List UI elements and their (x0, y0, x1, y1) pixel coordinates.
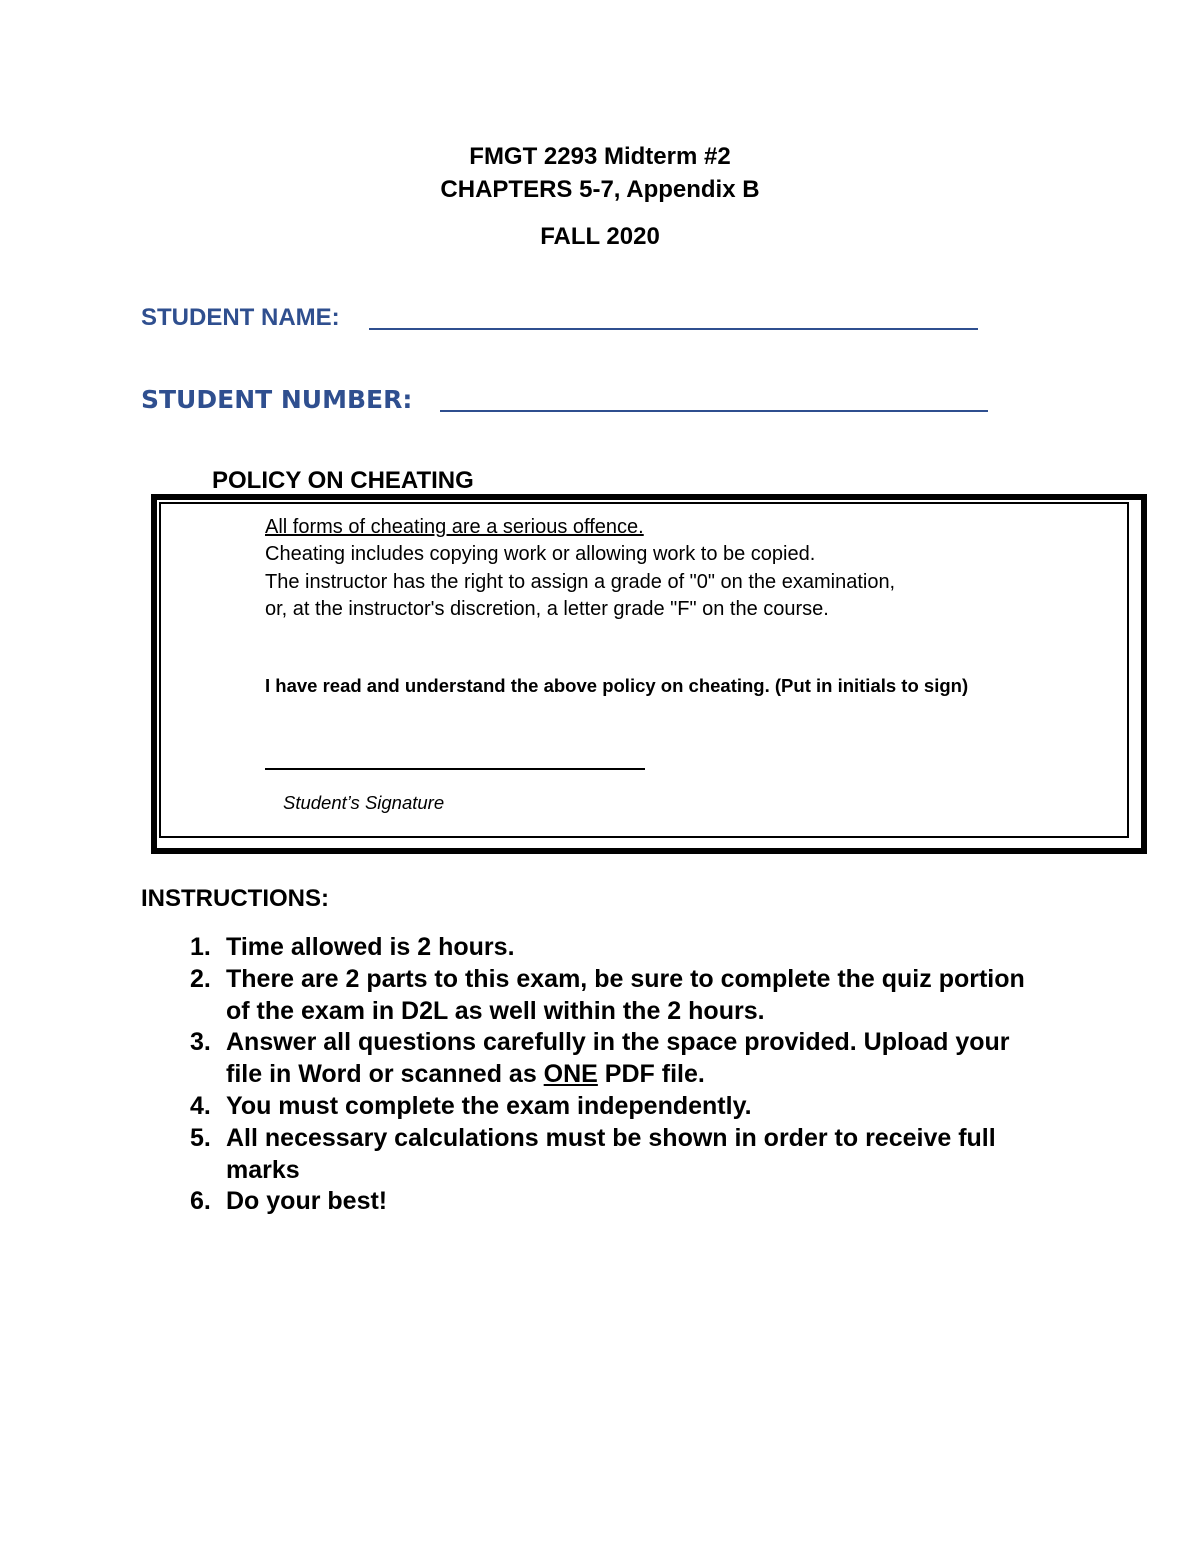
signature-line[interactable] (265, 768, 645, 770)
instruction-item (190, 1186, 1050, 1218)
instructions-heading: INSTRUCTIONS: (141, 885, 329, 912)
exam-term: FALL 2020 (540, 223, 660, 250)
instruction-text (226, 1027, 1050, 1091)
instruction-number: 6. (190, 1187, 211, 1216)
instruction-text: Do your best! (226, 1187, 388, 1216)
policy-heading: POLICY ON CHEATING (212, 467, 474, 494)
instruction-number: 4. (190, 1091, 211, 1120)
instruction-item (190, 1123, 1050, 1187)
exam-title: FMGT 2293 Midterm #2 (469, 143, 731, 170)
instruction-number: 3. (190, 1028, 211, 1057)
policy-acknowledgement: I have read and understand the above policy on cheating. (Put in initials to sign) (265, 675, 969, 696)
instruction-text-start: Answer all questions carefully in the space provided. Upload your file in Word or scanned as (226, 1028, 1010, 1089)
policy-line-1: All forms of cheating are a serious offence. (265, 516, 644, 538)
instruction-item (190, 1027, 1050, 1091)
instruction-text: Time allowed is 2 hours. (226, 933, 515, 961)
student-name-field[interactable] (369, 328, 978, 330)
exam-chapters: CHAPTERS 5-7, Appendix B (440, 176, 760, 203)
instruction-number: 1. (190, 933, 211, 961)
instruction-number: 2. (190, 964, 211, 993)
policy-line-2: Cheating includes copying work or allowing work to be copied. (265, 543, 816, 565)
student-name-label: STUDENT NAME: (141, 304, 340, 331)
instruction-text: You must complete the exam independently. (226, 1091, 752, 1120)
signature-caption: Student’s Signature (283, 792, 445, 813)
instruction-emphasis: ONE (543, 1060, 598, 1089)
policy-line-4: or, at the instructor's discretion, a letter grade "F" on the course. (265, 598, 829, 620)
instruction-item (190, 1091, 1050, 1123)
instruction-text: All necessary calculations must be shown in order to receive full marks (226, 1123, 996, 1184)
instruction-text-end: PDF file. (597, 1060, 705, 1089)
instruction-text: There are 2 parts to this exam, be sure to complete the quiz portion of the exam in D2L as well within the 2 hours. (226, 964, 1025, 1025)
instruction-item (190, 964, 1050, 1028)
instructions-list (190, 932, 1050, 1218)
instruction-number: 5. (190, 1123, 211, 1152)
student-number-field[interactable] (440, 410, 988, 412)
policy-line-3: The instructor has the right to assign a grade of "0" on the examination, (265, 571, 896, 593)
instruction-item (190, 932, 1050, 964)
student-number-label: STUDENT NUMBER: (141, 385, 413, 414)
